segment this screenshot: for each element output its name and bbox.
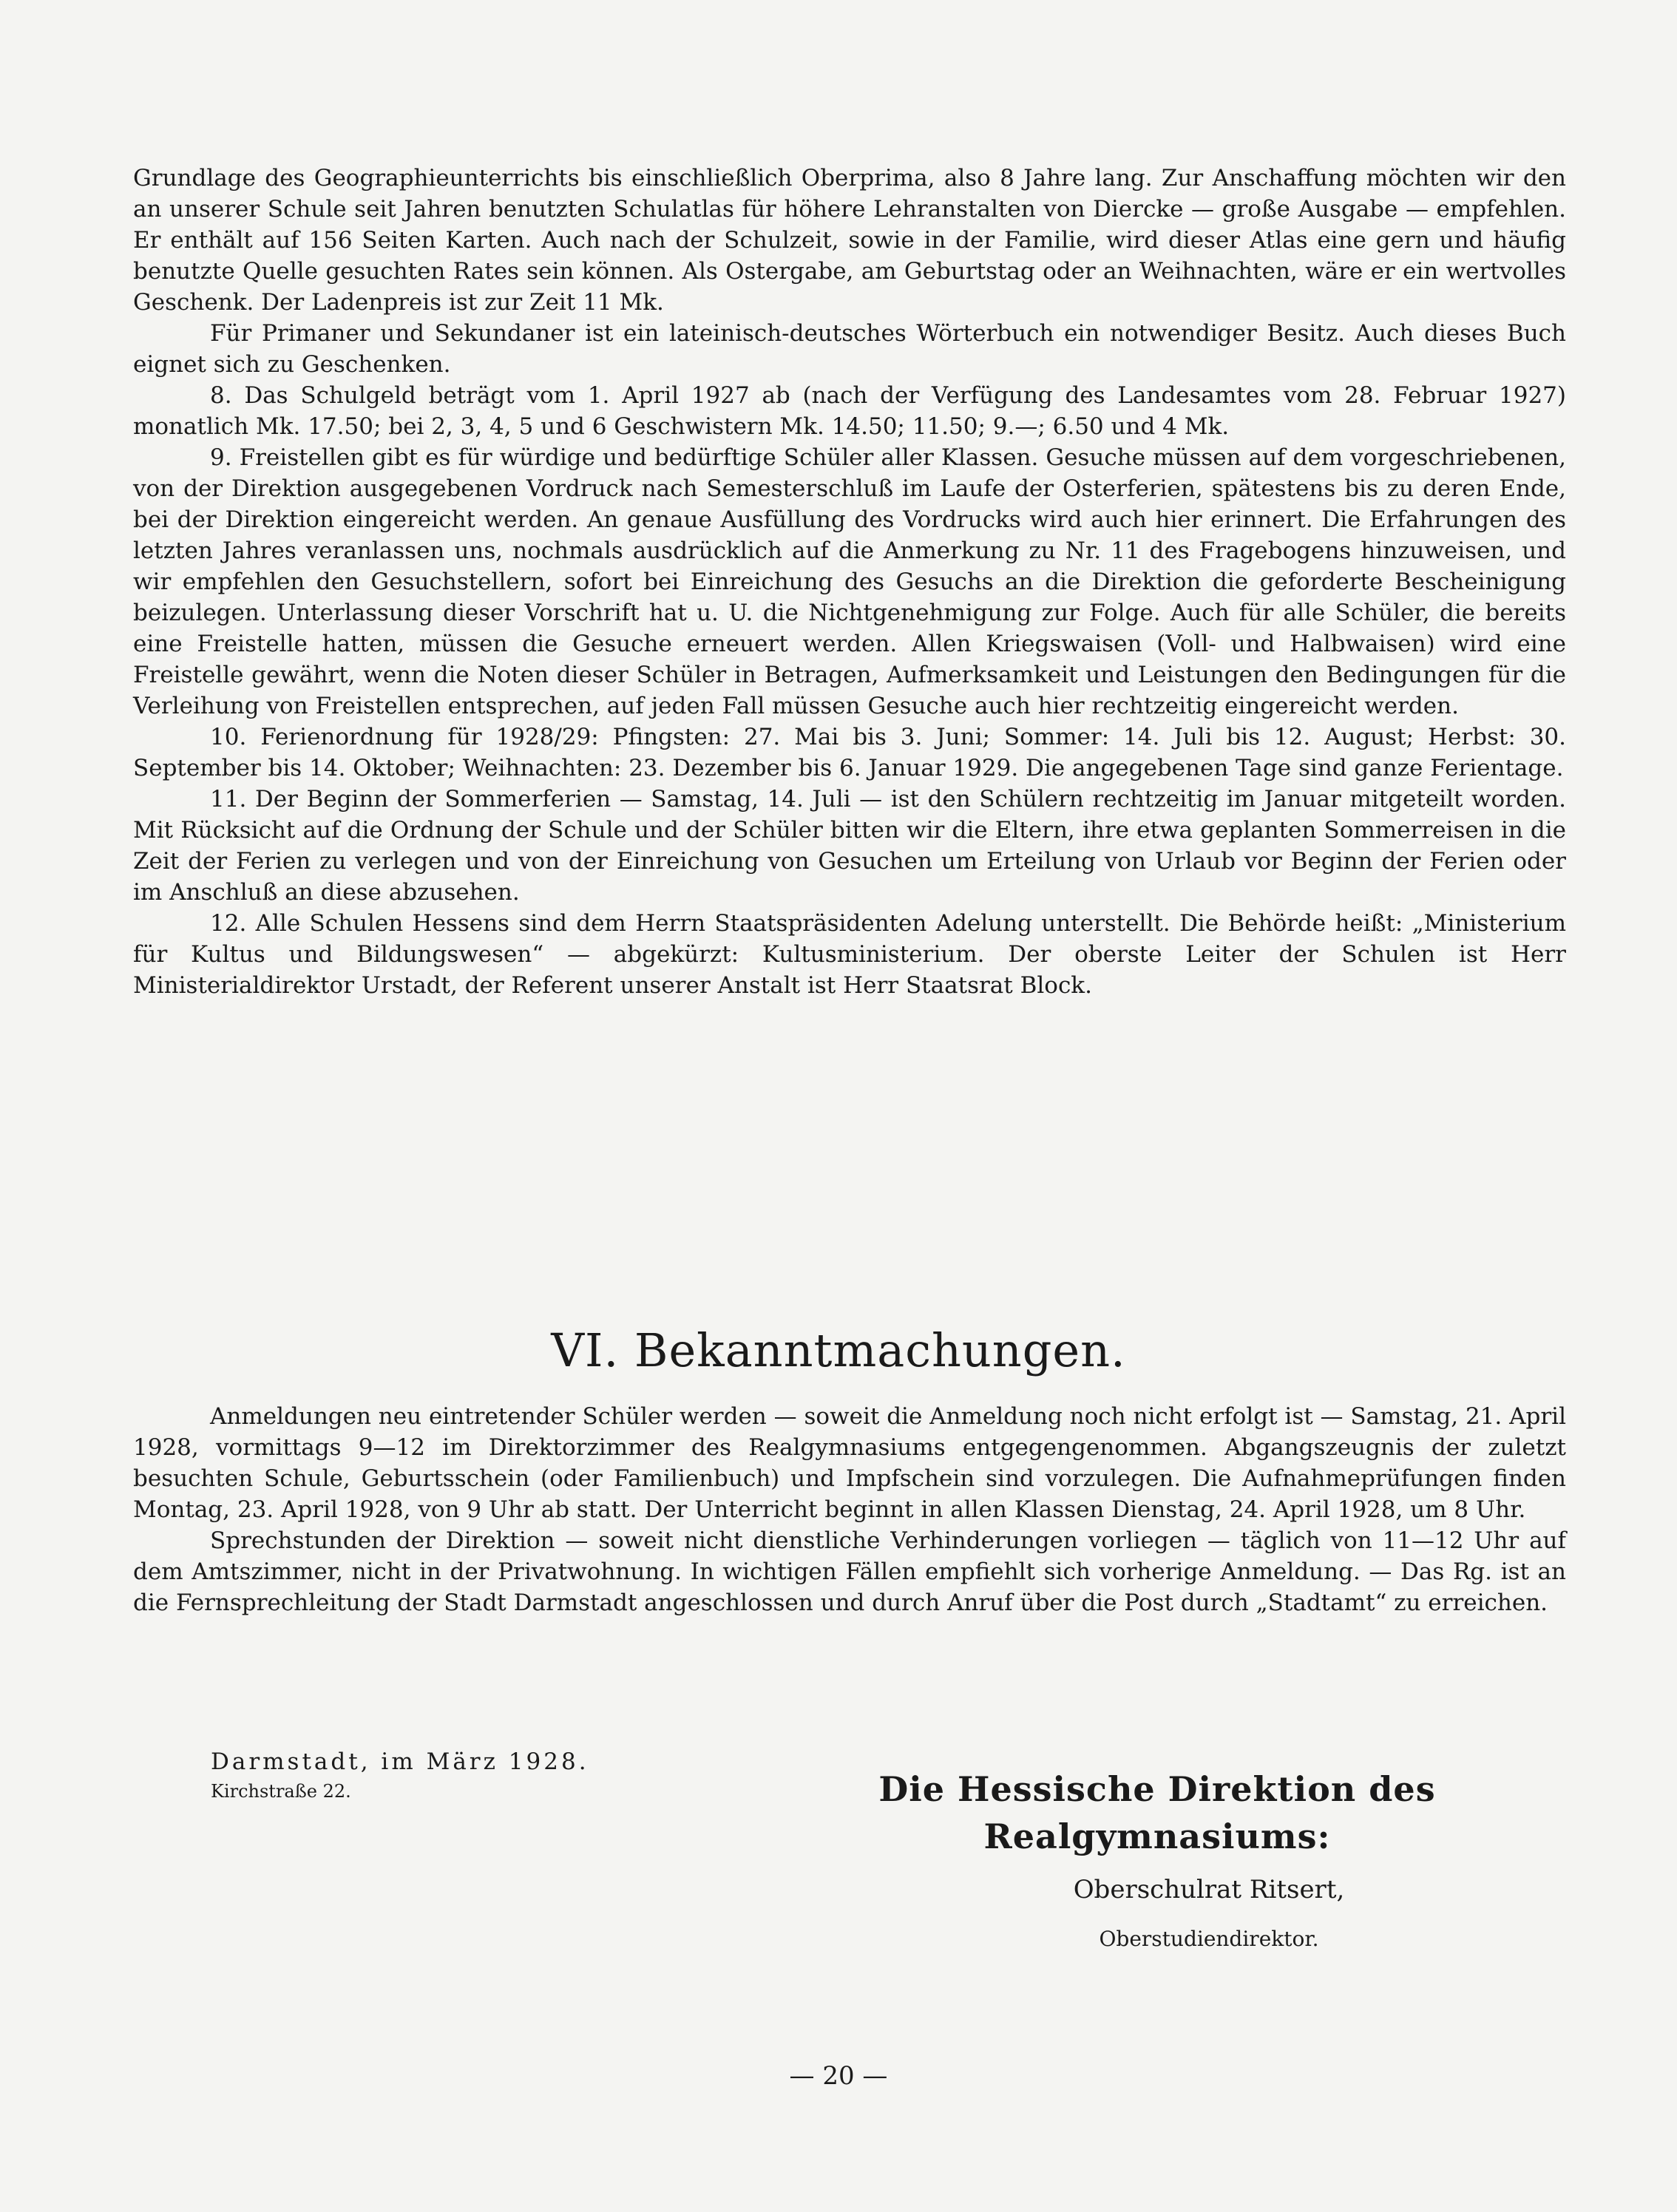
paragraph-anmeldungen: Anmeldungen neu eintretender Schüler werden — soweit die Anmeldung noch nicht erfolgt ist — Samstag, 21. April 1928, vormittags 9—12 im Direktorzimmer des Realgymnasiums entgegengenommen. Abgangszeugnis der zuletzt besuchten Schule, Geburtsschein (oder Familienbuch) und Impfschein sind vorzulegen. Die Aufnahmeprüfungen finden Montag, 23. April 1928, von 9 Uhr ab statt. Der Unterricht beginnt in allen Klassen Dienstag, 24. April 1928, um 8 Uhr. (133, 1403, 1566, 1523)
paragraph-freistellen: 9. Freistellen gibt es für würdige und bedürftige Schüler aller Klassen. Gesuche müssen auf dem vorgeschriebenen, von der Direktion ausgegebenen Vordruck nach Semesterschluß im Laufe der Osterferien, spätestens bis zu deren Ende, bei der Direktion eingereicht werden. An genaue Ausfüllung des Vordrucks wird auch hier erinnert. Die Erfahrungen des letzten Jahres veranlassen uns, nochmals ausdrücklich auf die Anmerkung zu Nr. 11 des Fragebogens hinzuweisen, und wir empfehlen den Gesuchstellern, sofort bei Einreichung des Gesuchs an die Direktion die geforderte Bescheinigung beizulegen. Unterlassung dieser Vorschrift hat u. U. die Nichtgenehmigung zur Folge. Auch für alle Schüler, die bereits eine Freistelle hatten, müssen die Gesuche erneuert werden. Allen Kriegswaisen (Voll- und Halbwaisen) wird eine Freistelle gewährt, wenn die Noten dieser Schüler in Betragen, Aufmerksamkeit und Leistungen den Bedingungen für die Verleihung von Freistellen entsprechen, auf jeden Fall müssen Gesuche auch hier rechtzeitig eingereicht werden. (133, 444, 1566, 719)
paragraph-behoerde: 12. Alle Schulen Hessens sind dem Herrn Staatspräsidenten Adelung unterstellt. Die Behörde heißt: „Ministerium für Kultus und Bildungswesen“ — abgekürzt: Kultusministerium. Der oberste Leiter der Schulen ist Herr Ministerialdirektor Urstadt, der Referent unserer Anstalt ist Herr Staatsrat Block. (133, 910, 1566, 999)
signature-title: Die Hessische Direktion des Realgymnasiums: (878, 1769, 1436, 1856)
paragraph-sprechstunden: Sprechstunden der Direktion — soweit nicht dienstliche Verhinderungen vorliegen — täglich von 11—12 Uhr auf dem Amtszimmer, nicht in der Privatwohnung. In wichtigen Fällen empfiehlt sich vorherige Anmeldung. — Das Rg. ist an die Fernsprechleitung der Stadt Darmstadt angeschlossen und durch Anruf über die Post durch „Stadtamt“ zu erreichen. (133, 1527, 1566, 1616)
paragraph-dictionary: Für Primaner und Sekundaner ist ein lateinisch-deutsches Wörterbuch ein notwendiger Besitz. Auch dieses Buch eignet sich zu Geschenken. (133, 320, 1566, 378)
announcements-section (133, 1401, 1566, 1618)
signature-block (739, 1765, 1575, 1959)
page-number: — 20 — (789, 2061, 888, 2091)
signature-role: Oberstudiendirektor. (1099, 1927, 1319, 1951)
paragraph-atlas: Grundlage des Geographieunterrichts bis einschließlich Oberprima, also 8 Jahre lang. Zur Anschaffung möchten wir den an unserer Schule seit Jahren benutzten Schulatlas für höhere Lehranstalten von Diercke — große Ausgabe — empfehlen. Er enthält auf 156 Seiten Karten. Auch nach der Schulzeit, sowie in der Familie, wird dieser Atlas eine gern und häufig benutzte Quelle gesuchten Rates sein können. Als Ostergabe, am Geburtstag oder an Weihnachten, wäre er ein wertvolles Geschenk. Der Ladenpreis ist zur Zeit 11 Mk. (133, 165, 1566, 316)
place-date-block (211, 1746, 589, 1805)
address: Kirchstraße 22. (211, 1781, 351, 1802)
section-heading: VI. Bekanntmachungen. (551, 1323, 1126, 1377)
notices-section (133, 163, 1566, 1001)
paragraph-ferienordnung: 10. Ferienordnung für 1928/29: Pfingsten: 27. Mai bis 3. Juni; Sommer: 14. Juli bis 12. August; Herbst: 30. September bis 14. Oktober; Weihnachten: 23. Dezember bis 6. Januar 1929. Die angegebenen Tage sind ganze Ferientage. (133, 724, 1566, 781)
paragraph-sommerferien: 11. Der Beginn der Sommerferien — Samstag, 14. Juli — ist den Schülern rechtzeitig im Januar mitgeteilt worden. Mit Rücksicht auf die Ordnung der Schule und der Schüler bitten wir die Eltern, ihre etwa geplanten Sommerreisen in die Zeit der Ferien zu verlegen und von der Einreichung von Gesuchen um Erteilung von Urlaub vor Beginn der Ferien oder im Anschluß an diese abzusehen. (133, 786, 1566, 906)
place-date: Darmstadt, im März 1928. (211, 1748, 589, 1775)
signature-name: Oberschulrat Ritsert, (1073, 1875, 1345, 1904)
paragraph-schulgeld: 8. Das Schulgeld beträgt vom 1. April 1927 ab (nach der Verfügung des Landesamtes vom 28. Februar 1927) monatlich Mk. 17.50; bei 2, 3, 4, 5 und 6 Geschwistern Mk. 14.50; 11.50; 9.—; 6.50 und 4 Mk. (133, 382, 1566, 440)
